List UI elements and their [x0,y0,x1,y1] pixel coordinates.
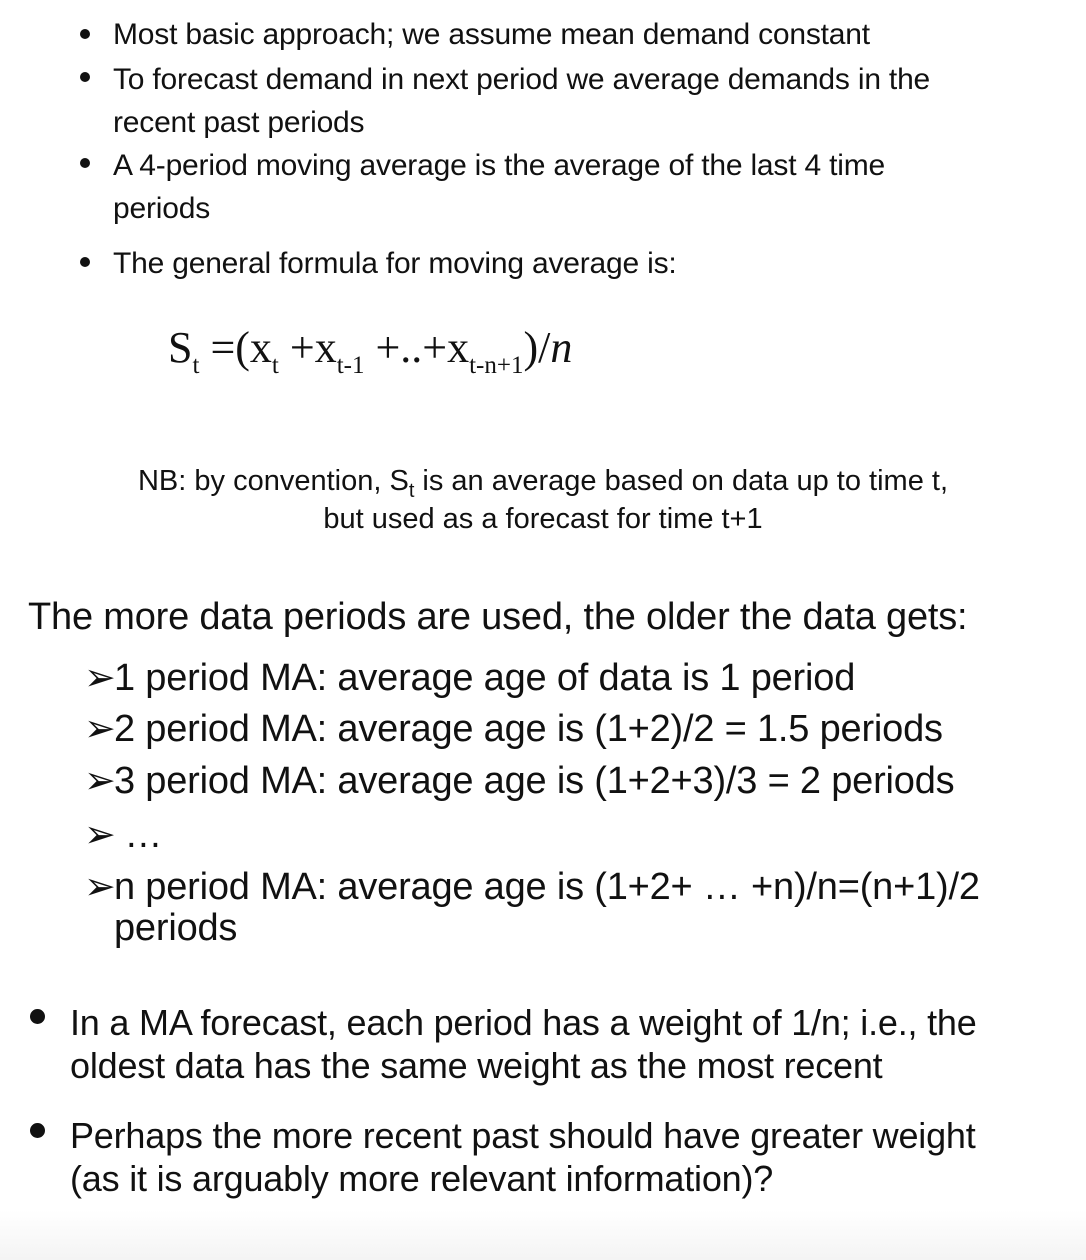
age-item-text: … [114,814,163,856]
note-text-b: is an average based on data up to time t, [414,465,949,497]
bullet-dot [30,1009,45,1024]
bullet-dot [80,29,90,39]
age-item-text: 3 period MA: average age is (1+2+3)/3 = 2 periods [114,760,955,802]
bullet-dot [30,1123,45,1138]
page-bottom-edge [0,1210,1086,1260]
arrow-bullet-icon: ➢ [84,866,116,908]
intro-bullet-2-line-1: To forecast demand in next period we average demands in the [113,63,931,96]
bullet-dot [80,257,90,267]
formula-x2-sub: t-1 [336,352,365,379]
age-item-continuation: periods [114,907,238,949]
age-item-text: 1 period MA: average age of data is 1 period [114,657,856,699]
weight-bullet-1-line-1: In a MA forecast, each period has a weight of 1/n; i.e., the [70,1002,977,1043]
formula-x3-sub: t-n+1 [469,352,524,379]
intro-bullet-3-line-2: periods [113,192,210,225]
arrow-bullet-icon: ➢ [84,760,116,802]
formula-x3: x [447,323,470,372]
arrow-bullet-icon: ➢ [84,657,116,699]
note-text-a: NB: by convention, S [137,465,409,497]
intro-bullet-4-line-1: The general formula for moving average is: [113,247,677,280]
bullet-dot [80,158,90,168]
bullet-dot [80,72,90,82]
age-item-text: 2 period MA: average age is (1+2)/2 = 1.5 periods [114,708,943,750]
weight-bullet-2-line-1: Perhaps the more recent past should have greater weight [70,1115,976,1156]
list-item [84,810,162,860]
formula-n: n [550,323,573,372]
formula-x1-sub: t [271,352,279,379]
convention-note-line-2: but used as a forecast for time t+1 [323,503,763,535]
formula-x1: x [249,323,272,372]
age-section-heading: The more data periods are used, the older the data gets: [28,596,968,638]
note-sub-t: t [408,479,415,502]
arrow-bullet-icon: ➢ [84,814,116,856]
formula-lhs: S [168,323,193,372]
age-item-text: n period MA: average age is (1+2+ … +n)/n=(n+1)/2 [114,866,980,908]
weight-bullet-1-line-2: oldest data has the same weight as the most recent [70,1045,883,1086]
moving-average-formula [168,322,572,380]
list-item [84,704,943,754]
formula-x2: x [314,323,337,372]
formula-plus: + [289,323,315,372]
formula-lhs-sub: t [192,352,200,379]
list-item [84,653,855,703]
arrow-bullet-icon: ➢ [84,708,116,750]
formula-equals-open: =( [210,323,250,372]
intro-bullet-2-line-2: recent past periods [113,106,365,139]
intro-bullet-1-line-1: Most basic approach; we assume mean demand constant [113,18,870,51]
intro-bullet-3-line-1: A 4-period moving average is the average of the last 4 time [113,149,885,182]
formula-close: )/ [523,323,551,372]
list-item [84,756,954,806]
weight-bullet-2-line-2: (as it is arguably more relevant information)? [70,1158,774,1199]
formula-middle: +..+ [375,323,448,372]
